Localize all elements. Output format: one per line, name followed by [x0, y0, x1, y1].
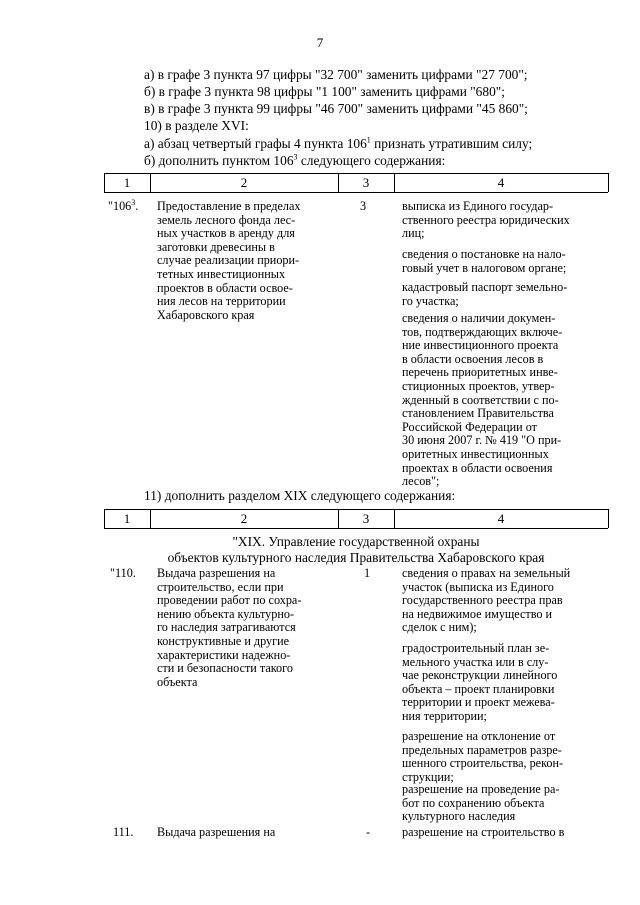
table1-row-number: "$106^3$.	[108, 197, 139, 213]
section-title-line-2: объектов культурного наследия Правительства Хабаровского края	[167, 550, 545, 565]
table2-header-col3: 3	[362, 511, 370, 526]
table2-row111-description: Выдача разрешения на	[157, 825, 276, 839]
table1-header-col3: 3	[362, 175, 370, 190]
table2-row111-document: разрешение на строительство в	[402, 825, 565, 839]
table2-row111-term: -	[366, 825, 371, 839]
table2-row111-number: 111.	[113, 825, 134, 839]
table2-header-col1: 1	[123, 511, 131, 526]
table2-row110-term: 1	[364, 566, 371, 580]
intro-line-10b: б) дополнить пунктом $106^3$ следующего содержания:	[144, 152, 446, 168]
intro-line-a: а) в графе 3 пункта 97 цифры "32 700" заменить цифрами "27 700";	[144, 67, 528, 82]
table1-row-term: 3	[360, 199, 367, 213]
item-11: 11) дополнить разделом XIX следующего содержания:	[144, 488, 456, 503]
table2-row110-number: "110.	[110, 566, 136, 580]
table2-header-col4: 4	[497, 511, 505, 526]
intro-line-10: 10) в разделе XVI:	[144, 118, 249, 133]
section-title-line-1: "XIX. Управление государственной охраны	[232, 534, 480, 549]
page-number: 7	[316, 35, 324, 50]
intro-line-b: б) в графе 3 пункта 98 цифры "1 100" заменить цифрами "680";	[144, 84, 505, 99]
table1-header-col4: 4	[497, 175, 505, 190]
table1-header-col1: 1	[123, 175, 131, 190]
intro-line-c: в) в графе 3 пункта 99 цифры "46 700" заменить цифрами "45 860";	[144, 101, 528, 116]
table2-header-col2: 2	[240, 511, 248, 526]
intro-line-10a: а) абзац четвертый графы 4 пункта $106^1$ признать утратившим силу;	[144, 135, 533, 151]
table1-header-col2: 2	[240, 175, 248, 190]
